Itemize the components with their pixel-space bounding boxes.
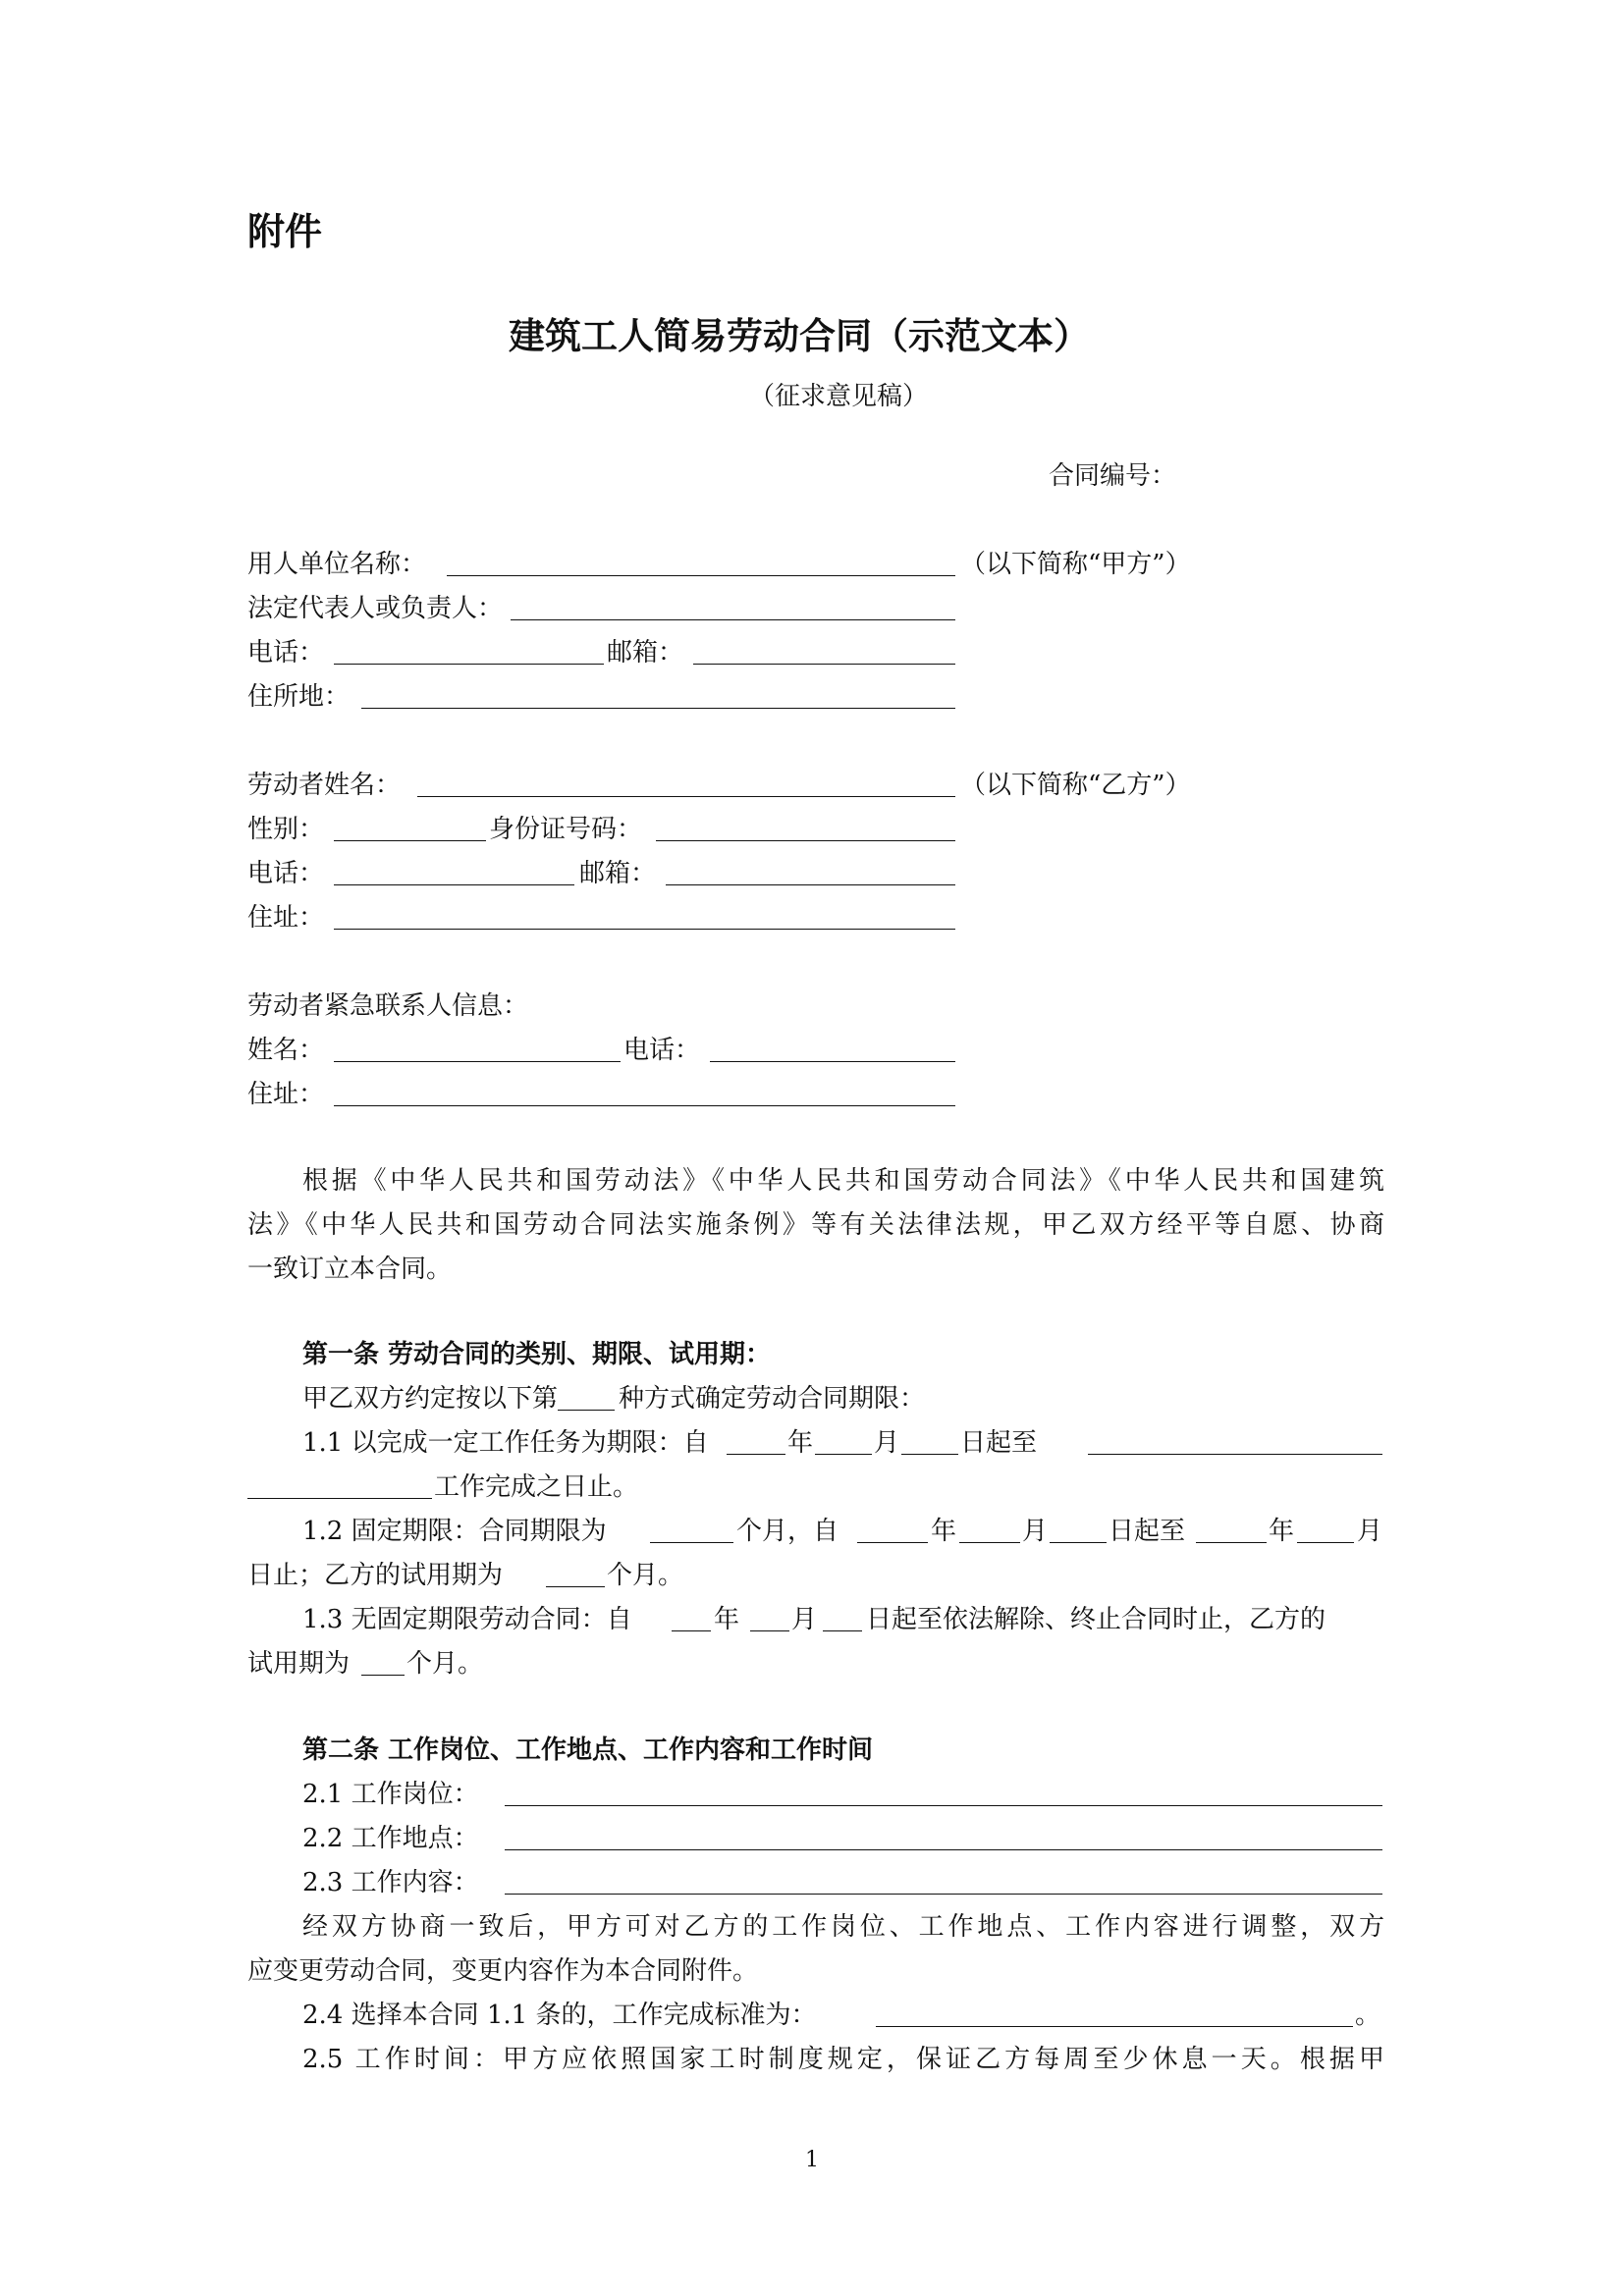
- clause-1-1-day-from: 日起至: [960, 1428, 1038, 1458]
- contract-number-label: 合同编号：: [1049, 461, 1177, 491]
- clause-1-2-end-year-blank[interactable]: [1196, 1542, 1267, 1543]
- clause-1-1-end-text: 工作完成之日止。: [434, 1472, 639, 1502]
- worker-email-label: 邮箱：: [579, 859, 657, 888]
- preamble-line-3: 一致订立本合同。: [247, 1255, 453, 1284]
- clause-2-5-text: 2.5 工作时间：甲方应依照国家工时制度规定，保证乙方每周至少休息一天。根据甲: [302, 2045, 1384, 2074]
- page-number: 1: [805, 2148, 819, 2172]
- employer-name-suffix: （以下简称“甲方”）: [960, 550, 1191, 579]
- adjust-line-1: 经双方协商一致后，甲方可对乙方的工作岗位、工作地点、工作内容进行调整，双方: [302, 1912, 1384, 1942]
- article-2-heading: 第二条 工作岗位、工作地点、工作内容和工作时间: [302, 1735, 874, 1765]
- adjust-line-2: 应变更劳动合同，变更内容作为本合同附件。: [247, 1956, 759, 1986]
- clause-2-1-blank[interactable]: [505, 1805, 1382, 1806]
- employer-email-blank[interactable]: [693, 664, 955, 665]
- employer-rep-blank[interactable]: [511, 619, 955, 620]
- clause-1-2-start-month-blank[interactable]: [959, 1542, 1020, 1543]
- preamble-line-2: 法》《中华人民共和国劳动合同法实施条例》等有关法律法规，甲乙双方经平等自愿、协商: [247, 1210, 1384, 1240]
- emergency-phone-label: 电话：: [623, 1036, 701, 1065]
- clause-1-3-month-blank[interactable]: [750, 1630, 789, 1631]
- employer-address-label: 住所地：: [247, 682, 351, 712]
- clause-1-2-probation: 日止；乙方的试用期为: [247, 1561, 504, 1590]
- clause-1-2-months-blank[interactable]: [650, 1542, 733, 1543]
- emergency-name-label: 姓名：: [247, 1036, 325, 1065]
- clause-2-3-blank[interactable]: [505, 1894, 1382, 1895]
- clause-1-3-day-blank[interactable]: [823, 1630, 862, 1631]
- clause-2-4-blank[interactable]: [876, 2026, 1353, 2027]
- worker-name-suffix: （以下简称“乙方”）: [960, 771, 1191, 800]
- clause-1-3-rest: 日起至依法解除、终止合同时止，乙方的: [866, 1605, 1326, 1634]
- clause-1-3-text: 1.3 无固定期限劳动合同：自: [302, 1605, 632, 1634]
- clause-1-2-text: 1.2 固定期限：合同期限为: [302, 1517, 607, 1546]
- clause-1-3-year-blank[interactable]: [672, 1630, 711, 1631]
- employer-name-label: 用人单位名称：: [247, 550, 427, 579]
- worker-address-blank[interactable]: [334, 929, 955, 930]
- clause-1-2-day-to: 日起至: [1109, 1517, 1186, 1546]
- worker-name-label: 劳动者姓名：: [247, 771, 402, 800]
- clause-1-3-probation-blank[interactable]: [361, 1675, 405, 1676]
- document-subtitle: （征求意见稿）: [749, 382, 929, 411]
- clause-1-3-probation-end: 个月。: [406, 1649, 484, 1679]
- emergency-name-blank[interactable]: [334, 1061, 621, 1062]
- clause-2-4-end: 。: [1355, 2001, 1381, 2030]
- worker-phone-label: 电话：: [247, 859, 325, 888]
- article-1-intro-a: 甲乙双方约定按以下第: [302, 1384, 559, 1414]
- clause-1-2-probation-blank[interactable]: [546, 1586, 605, 1587]
- clause-1-1-year: 年: [787, 1428, 814, 1458]
- clause-1-1-end-blank-b[interactable]: [247, 1498, 432, 1499]
- clause-1-2-year-a: 年: [931, 1517, 957, 1546]
- clause-1-2-month-b: 月: [1357, 1517, 1383, 1546]
- clause-1-1-end-blank-a[interactable]: [1088, 1454, 1382, 1455]
- employer-phone-blank[interactable]: [334, 664, 604, 665]
- clause-1-2-probation-end: 个月。: [607, 1561, 684, 1590]
- article-1-heading: 第一条 劳动合同的类别、期限、试用期：: [302, 1340, 772, 1369]
- clause-1-3-year: 年: [714, 1605, 740, 1634]
- attachment-label: 附件: [247, 210, 323, 253]
- employer-phone-label: 电话：: [247, 638, 325, 667]
- employer-rep-label: 法定代表人或负责人：: [247, 594, 504, 623]
- clause-1-2-end-month-blank[interactable]: [1297, 1542, 1354, 1543]
- worker-id-label: 身份证号码：: [489, 815, 643, 844]
- emergency-address-blank[interactable]: [334, 1105, 955, 1106]
- article-1-option-blank[interactable]: [558, 1410, 615, 1411]
- clause-2-1-label: 2.1 工作岗位：: [302, 1780, 479, 1809]
- clause-2-3-label: 2.3 工作内容：: [302, 1868, 479, 1897]
- emergency-address-label: 住址：: [247, 1080, 325, 1109]
- clause-1-2-month-a: 月: [1022, 1517, 1049, 1546]
- clause-1-2-year-b: 年: [1269, 1517, 1295, 1546]
- worker-phone-blank[interactable]: [334, 884, 574, 885]
- clause-2-2-label: 2.2 工作地点：: [302, 1824, 479, 1853]
- employer-email-label: 邮箱：: [607, 638, 684, 667]
- employer-address-blank[interactable]: [361, 708, 955, 709]
- clause-1-1-day-blank[interactable]: [901, 1454, 958, 1455]
- worker-gender-blank[interactable]: [334, 840, 486, 841]
- clause-1-1-year-blank[interactable]: [727, 1454, 785, 1455]
- article-1-intro-b: 种方式确定劳动合同期限：: [619, 1384, 926, 1414]
- clause-1-3-month: 月: [791, 1605, 818, 1634]
- clause-1-2-start-year-blank[interactable]: [857, 1542, 928, 1543]
- worker-email-blank[interactable]: [666, 884, 955, 885]
- clause-1-1-month-blank[interactable]: [815, 1454, 872, 1455]
- worker-name-blank[interactable]: [417, 796, 955, 797]
- clause-1-2-start-day-blank[interactable]: [1050, 1542, 1107, 1543]
- clause-2-2-blank[interactable]: [505, 1849, 1382, 1850]
- clause-1-3-probation: 试用期为: [247, 1649, 351, 1679]
- document-title: 建筑工人简易劳动合同（示范文本）: [509, 314, 1090, 357]
- clause-1-2-from: 个月，自: [736, 1517, 839, 1546]
- emergency-phone-blank[interactable]: [710, 1061, 955, 1062]
- preamble-line-1: 根据《中华人民共和国劳动法》《中华人民共和国劳动合同法》《中华人民共和国建筑: [302, 1166, 1384, 1196]
- worker-address-label: 住址：: [247, 903, 325, 933]
- clause-1-1-text: 1.1 以完成一定工作任务为期限：自: [302, 1428, 709, 1458]
- employer-name-blank[interactable]: [447, 575, 955, 576]
- emergency-heading: 劳动者紧急联系人信息：: [247, 991, 529, 1021]
- worker-gender-label: 性别：: [247, 815, 325, 844]
- worker-id-blank[interactable]: [656, 840, 955, 841]
- clause-2-4-label: 2.4 选择本合同 1.1 条的，工作完成标准为：: [302, 2001, 817, 2030]
- clause-1-1-month: 月: [874, 1428, 900, 1458]
